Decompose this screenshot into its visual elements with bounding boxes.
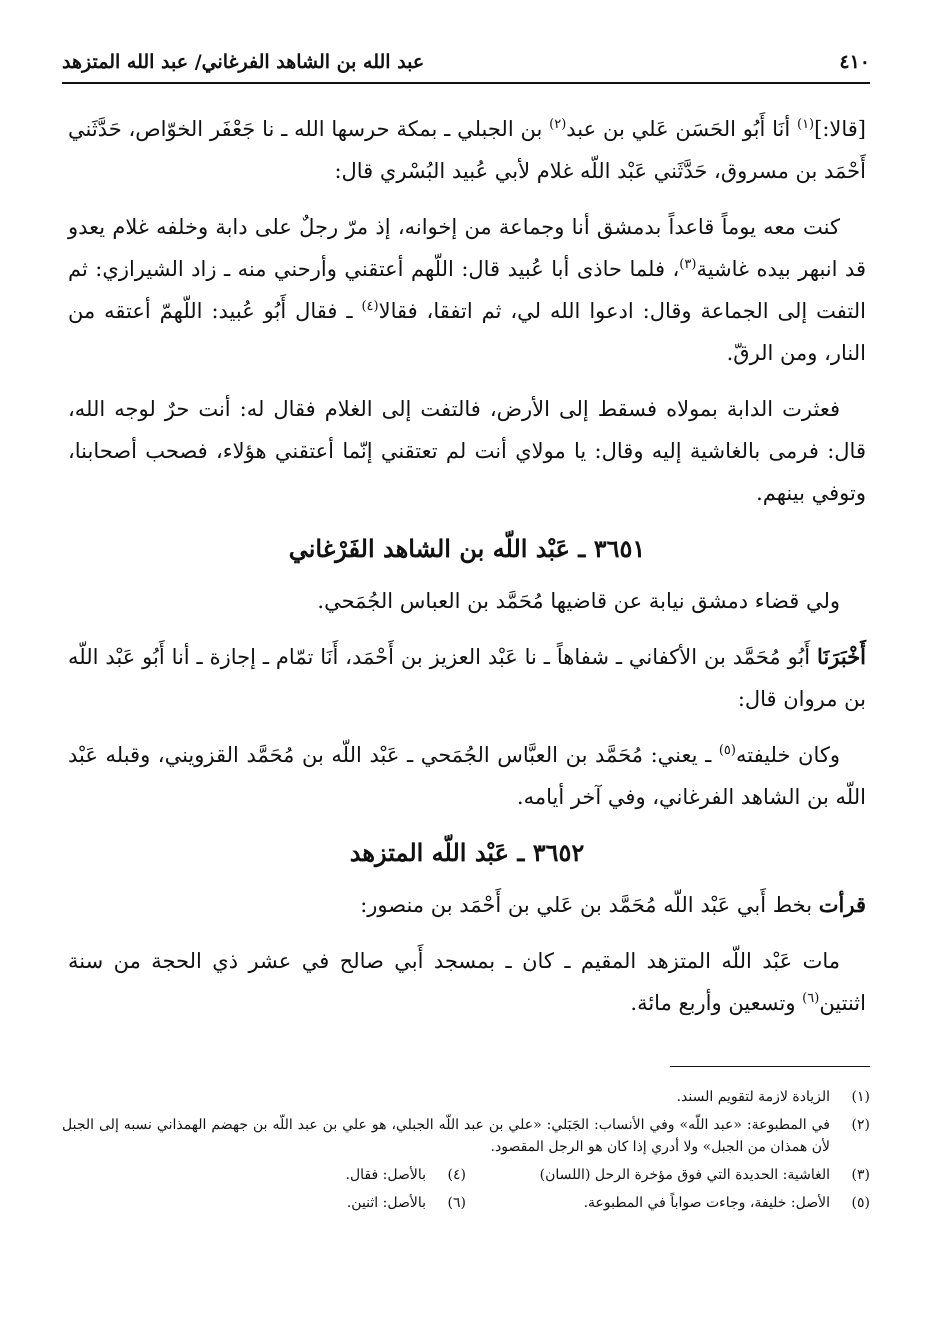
- isnad-lead: قرأت: [818, 892, 866, 917]
- running-header: [62, 46, 870, 78]
- paragraph: [68, 108, 866, 192]
- footnote-number: (٥): [851, 1195, 870, 1211]
- paragraph: فعثرت الدابة بمولاه فسقط إلى الأرض، فالتفت إلى الغلام فقال له: أنت حرٌ لوجه الله، قال: فرمى بالغاشية إليه وقال: يا مولاي أنت لم تعتقني إنّما أعتقني هؤلاء، فصحب أصحابنا، وتوفي بينهم.: [68, 397, 866, 505]
- footnote-text: الأصل: خليفة، وجاءت صواباً في المطبوعة.: [583, 1195, 830, 1211]
- footnote-ref[interactable]: (١): [796, 117, 815, 132]
- footnote: [466, 1192, 870, 1214]
- paragraph: [68, 734, 866, 818]
- footnote-text: بالأصل: اثنين.: [346, 1195, 426, 1211]
- footnote-text: الغاشية: الحديدة التي فوق مؤخرة الرحل (اللسان): [539, 1167, 830, 1183]
- entry-heading: ٣٦٥٢ ـ عَبْد اللّه المتزهد: [349, 838, 585, 867]
- text-run: أنَا أَبُو الحَسَن عَلي بن عبد: [566, 117, 797, 141]
- text-run: ـ يعني: مُحَمَّد بن العبَّاس الجُمَحي ـ عَبْد اللّه بن مُحَمَّد القزويني، وقبله عَبْد اللّه بن الشاهد الفرغاني، وفي آخر أيامه.: [68, 743, 866, 809]
- text-run: وكان خليفته: [735, 743, 841, 767]
- entry-heading: ٣٦٥١ ـ عَبْد اللّه بن الشاهد الفَرْغاني: [288, 534, 646, 563]
- text-run: وتسعين وأربع مائة.: [630, 991, 803, 1015]
- paragraph: ولي قضاء دمشق نيابة عن قاضيها مُحَمَّد بن العباس الجُمَحي.: [317, 589, 840, 613]
- text-run: ، فلما حاذى أبا عُبيد قال: اللّهم أعتقني وأرحني منه ـ زاد الشيرازي: ثم التفت إلى الجماعة وقال: ادعوا الله لي، ثم اتفقا، فقالا: [68, 257, 866, 323]
- footnote-ref[interactable]: (٣): [679, 257, 697, 272]
- footnote-text: الزيادة لازمة لتقويم السند.: [676, 1089, 830, 1105]
- text-run: ـ فقال أَبُو عُبيد: اللّهمّ أعتقه من النار، ومن الرقّ.: [68, 299, 866, 365]
- paragraph: [68, 636, 866, 720]
- isnad-lead: أَخْبَرَنَا: [817, 644, 866, 669]
- footnote-number: (٦): [447, 1195, 466, 1211]
- footnote-ref[interactable]: (٥): [718, 743, 736, 758]
- footnote-ref[interactable]: (٤): [361, 299, 379, 314]
- footnotes: [62, 1086, 870, 1220]
- footnote-text: بالأصل: فقال.: [345, 1167, 426, 1183]
- footnote: [62, 1086, 870, 1108]
- text-run: مات عَبْد اللّه المتزهد المقيم ـ كان ـ بمسجد أَبي صالح في عشر ذي الحجة من سنة اثنتين: [68, 949, 866, 1015]
- footnote: [62, 1114, 870, 1158]
- text-run: أَبُو مُحَمَّد بن الأكفاني ـ شفاهاً ـ نا عَبْد العزيز بن أَحْمَد، أَنَا تمّام ـ إجازة ـ أنا أَبُو عَبْد اللّه بن مروان قال:: [68, 645, 866, 711]
- text-run: بن الجبلي ـ بمكة حرسها الله ـ نا جَعْفَر الخوّاص، حَدَّثَني أَحْمَد بن مسروق، حَدَّثَني عَبْد اللّه غلام لأبي عُبيد البُسْري قال:: [68, 117, 866, 183]
- paragraph: [68, 206, 866, 374]
- footnote: [466, 1164, 870, 1186]
- footnote-row: [62, 1192, 870, 1214]
- footnote-number: (٣): [851, 1167, 870, 1183]
- footnote-ref[interactable]: (٦): [802, 991, 820, 1006]
- footnote-rule: [670, 1066, 870, 1067]
- paragraph: [68, 884, 866, 926]
- text-run: بخط أَبي عَبْد اللّه مُحَمَّد بن عَلي بن أَحْمَد بن منصور:: [360, 893, 819, 917]
- footnote-number: (٤): [447, 1167, 466, 1183]
- footnote: [62, 1164, 466, 1186]
- footnote-text: في المطبوعة: «عبد اللّه» وفي الأنساب: الجَبَلي: «علي بن عبد اللّه الجبلي، هو علي بن عبد اللّه بن جهضم الهمذاني نسبه إلى الجبل لأن همذان من الجبل» ولا أدري إذا كان هو الرجل المقصود.: [62, 1117, 830, 1155]
- running-title: عبد الله بن الشاهد الفرغاني/ عبد الله المتزهد: [62, 51, 425, 73]
- footnote: [62, 1192, 466, 1214]
- text-run: كنت معه يوماً قاعداً بدمشق أنا وجماعة من إخوانه، إذ مرّ رجلٌ على دابة وخلفه غلام يعدو قد انبهر بيده غاشية: [68, 215, 867, 281]
- page-number: ٤١٠: [839, 51, 870, 73]
- footnote-number: (٢): [851, 1117, 870, 1133]
- footnote-number: (١): [851, 1089, 870, 1105]
- footnote-ref[interactable]: (٢): [549, 117, 567, 132]
- header-rule: [62, 82, 870, 84]
- paragraph: [68, 940, 866, 1024]
- main-text: [68, 108, 866, 1038]
- bracket-addition: [قالا:]: [814, 117, 866, 141]
- footnote-row: [62, 1164, 870, 1186]
